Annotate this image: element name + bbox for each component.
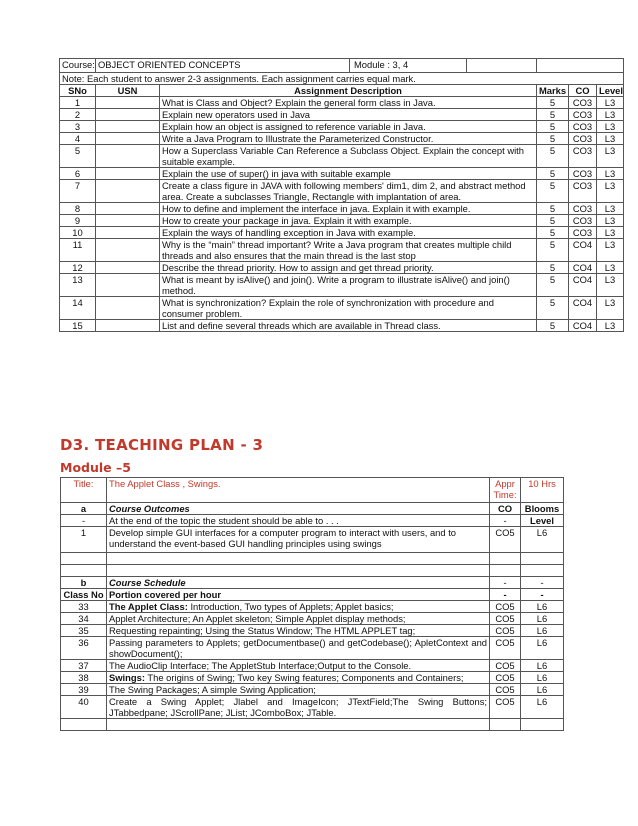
sno-cell: 12 xyxy=(60,262,96,274)
co-cell: CO5 xyxy=(490,684,521,696)
sno-cell: 9 xyxy=(60,215,96,227)
header-marks: Marks xyxy=(537,85,569,97)
level-cell: L3 xyxy=(597,133,624,145)
co-cell: CO5 xyxy=(490,637,521,660)
level-cell: L3 xyxy=(597,168,624,180)
outcome-num: 1 xyxy=(61,527,107,553)
co-cell: CO5 xyxy=(490,672,521,684)
co-cell: CO3 xyxy=(569,133,597,145)
co-cell: CO3 xyxy=(569,203,597,215)
title-row xyxy=(61,478,564,503)
portion-lead: Swings: xyxy=(109,672,145,683)
schedule-row xyxy=(61,660,564,672)
table-row xyxy=(60,262,624,274)
portion-cell xyxy=(107,672,490,684)
description-cell: How to define and implement the interface in java. Explain it with example. xyxy=(160,203,537,215)
description-cell: Why is the “main” thread important? Write a Java program that creates multiple child threads and also ensures that the main thread is the last stop xyxy=(160,239,537,262)
table-row xyxy=(60,109,624,121)
schedule-row xyxy=(61,625,564,637)
intro-co: - xyxy=(490,515,521,527)
portion-text: Applet Architecture; An Applet skeleton; Simple Applet display methods; xyxy=(109,613,406,624)
table-row xyxy=(60,145,624,168)
marks-cell: 5 xyxy=(537,215,569,227)
marks-cell: 5 xyxy=(537,145,569,168)
level-cell: L3 xyxy=(597,109,624,121)
portion-text: Introduction, Two types of Applets; Applet basics; xyxy=(187,601,394,612)
outcomes-label: Course Outcomes xyxy=(107,503,490,515)
table-row xyxy=(60,320,624,332)
description-cell: Explain the ways of handling exception in Java with example. xyxy=(160,227,537,239)
portion-header: Portion covered per hour xyxy=(107,589,490,601)
usn-cell xyxy=(96,97,160,109)
schedule-row xyxy=(61,601,564,613)
title-value: The Applet Class , Swings. xyxy=(107,478,490,503)
usn-cell xyxy=(96,297,160,320)
schedule-dash: - xyxy=(521,589,564,601)
level-cell: L3 xyxy=(597,97,624,109)
portion-text: Passing parameters to Applets; getDocumentbase() and getCodebase(); ApletContext and showDocument(); xyxy=(109,637,487,659)
sno-cell: 10 xyxy=(60,227,96,239)
outcome-row xyxy=(61,527,564,553)
table-row xyxy=(60,215,624,227)
co-cell: CO3 xyxy=(569,227,597,239)
level-cell: L6 xyxy=(521,696,564,719)
course-row xyxy=(60,59,624,73)
portion-cell xyxy=(107,660,490,672)
table-row xyxy=(60,121,624,133)
module-label: Module : 3, 4 xyxy=(350,59,467,72)
marks-cell: 5 xyxy=(537,97,569,109)
usn-cell xyxy=(96,203,160,215)
course-name: OBJECT ORIENTED CONCEPTS xyxy=(96,59,350,72)
usn-cell xyxy=(96,121,160,133)
portion-text: The Swing Packages; A simple Swing Application; xyxy=(109,684,316,695)
sno-cell: 11 xyxy=(60,239,96,262)
sno-cell: 13 xyxy=(60,274,96,297)
co-cell: CO5 xyxy=(490,625,521,637)
description-cell: Write a Java Program to Illustrate the Parameterized Constructor. xyxy=(160,133,537,145)
co-cell: CO3 xyxy=(569,180,597,203)
usn-cell xyxy=(96,133,160,145)
class-no-header: Class No xyxy=(61,589,107,601)
co-cell: CO4 xyxy=(569,320,597,332)
level-cell: L6 xyxy=(521,672,564,684)
schedule-label: Course Schedule xyxy=(107,577,490,589)
sno-cell: 4 xyxy=(60,133,96,145)
usn-cell xyxy=(96,239,160,262)
outcomes-header-row xyxy=(61,503,564,515)
description-cell: What is meant by isAlive() and join(). Write a program to illustrate isAlive() and join() method. xyxy=(160,274,537,297)
outcomes-intro-row xyxy=(61,515,564,527)
table-row xyxy=(60,274,624,297)
assignment-table xyxy=(59,58,624,332)
co-cell: CO4 xyxy=(569,262,597,274)
level-cell: L6 xyxy=(521,637,564,660)
portion-lead: The Applet Class: xyxy=(109,601,188,612)
table-row xyxy=(60,297,624,320)
marks-cell: 5 xyxy=(537,274,569,297)
level-cell: L6 xyxy=(521,601,564,613)
co-cell: CO3 xyxy=(569,97,597,109)
co-cell: CO5 xyxy=(490,601,521,613)
marks-cell: 5 xyxy=(537,109,569,121)
level-cell: L3 xyxy=(597,145,624,168)
hours-value: 10 Hrs xyxy=(521,478,564,503)
class-no-cell: 35 xyxy=(61,625,107,637)
header-sno: SNo xyxy=(60,85,96,97)
description-cell: How to create your package in java. Explain it with example. xyxy=(160,215,537,227)
co-header: CO xyxy=(490,503,521,515)
class-no-cell: 33 xyxy=(61,601,107,613)
outcome-text: Develop simple GUI interfaces for a computer program to interact with users, and to understand the event-based GUI handling principles using swings xyxy=(107,527,490,553)
sno-cell: 7 xyxy=(60,180,96,203)
description-cell: What is Class and Object? Explain the general form class in Java. xyxy=(160,97,537,109)
portion-cell xyxy=(107,601,490,613)
co-cell: CO4 xyxy=(569,274,597,297)
description-cell: Create a class figure in JAVA with following members' dim1, dim 2, and abstract method area. Create a subclasses Triangle, Rectangle with implantation of area. xyxy=(160,180,537,203)
schedule-row xyxy=(61,637,564,660)
co-cell: CO3 xyxy=(569,215,597,227)
portion-cell xyxy=(107,684,490,696)
usn-cell xyxy=(96,320,160,332)
portion-cell xyxy=(107,613,490,625)
level-cell: L3 xyxy=(597,262,624,274)
level-cell: L3 xyxy=(597,121,624,133)
co-cell: CO4 xyxy=(569,239,597,262)
level-cell: L3 xyxy=(597,227,624,239)
class-no-cell: 36 xyxy=(61,637,107,660)
table-row xyxy=(60,180,624,203)
portion-cell xyxy=(107,625,490,637)
description-cell: List and define several threads which are available in Thread class. xyxy=(160,320,537,332)
marks-cell: 5 xyxy=(537,203,569,215)
class-no-cell: 34 xyxy=(61,613,107,625)
level-cell: L3 xyxy=(597,203,624,215)
sno-cell: 15 xyxy=(60,320,96,332)
table-row xyxy=(60,168,624,180)
outcomes-letter: a xyxy=(61,503,107,515)
schedule-dash: - xyxy=(521,577,564,589)
sno-cell: 8 xyxy=(60,203,96,215)
marks-cell: 5 xyxy=(537,168,569,180)
class-no-cell: 40 xyxy=(61,696,107,719)
schedule-header-row xyxy=(61,577,564,589)
sno-cell: 6 xyxy=(60,168,96,180)
description-cell: Explain how an object is assigned to reference variable in Java. xyxy=(160,121,537,133)
intro-dash: - xyxy=(61,515,107,527)
outcomes-intro: At the end of the topic the student should be able to . . . xyxy=(107,515,490,527)
description-cell: How a Superclass Variable Can Reference a Subclass Object. Explain the concept with suitable example. xyxy=(160,145,537,168)
co-cell: CO5 xyxy=(490,613,521,625)
schedule-letter: b xyxy=(61,577,107,589)
header-co: CO xyxy=(569,85,597,97)
blank-row xyxy=(61,565,564,577)
description-cell: What is synchronization? Explain the role of synchronization with procedure and consumer problem. xyxy=(160,297,537,320)
level-cell: L6 xyxy=(521,613,564,625)
usn-cell xyxy=(96,227,160,239)
portion-cell xyxy=(107,696,490,719)
sno-cell: 1 xyxy=(60,97,96,109)
sno-cell: 5 xyxy=(60,145,96,168)
portion-text: Requesting repainting; Using the Status Window; The HTML APPLET tag; xyxy=(109,625,416,636)
level-cell: L3 xyxy=(597,274,624,297)
portion-text: The origins of Swing; Two key Swing features; Components and Containers; xyxy=(144,672,464,683)
usn-cell xyxy=(96,109,160,121)
marks-cell: 5 xyxy=(537,262,569,274)
level-cell: L6 xyxy=(521,660,564,672)
level-cell: L3 xyxy=(597,239,624,262)
portion-text: The AudioClip Interface; The AppletStub Interface;Output to the Console. xyxy=(109,660,412,671)
schedule-row xyxy=(61,613,564,625)
sno-cell: 2 xyxy=(60,109,96,121)
table-row xyxy=(60,239,624,262)
co-cell: CO5 xyxy=(490,696,521,719)
schedule-row xyxy=(61,684,564,696)
marks-cell: 5 xyxy=(537,239,569,262)
note: Note: Each student to answer 2-3 assignments. Each assignment carries equal mark. xyxy=(60,73,624,85)
header-usn: USN xyxy=(96,85,160,97)
table-row xyxy=(60,227,624,239)
description-cell: Explain the use of super() in java with suitable example xyxy=(160,168,537,180)
section-title: D3. TEACHING PLAN - 3 xyxy=(60,436,264,454)
description-cell: Explain new operators used in Java xyxy=(160,109,537,121)
co-cell: CO3 xyxy=(569,145,597,168)
teaching-plan-table xyxy=(60,477,564,731)
schedule-row xyxy=(61,672,564,684)
co-cell: CO4 xyxy=(569,297,597,320)
co-cell: CO3 xyxy=(569,109,597,121)
table-row xyxy=(60,203,624,215)
header-description: Assignment Description xyxy=(160,85,537,97)
marks-cell: 5 xyxy=(537,180,569,203)
usn-cell xyxy=(96,180,160,203)
module-title: Module –5 xyxy=(60,460,131,475)
schedule-row xyxy=(61,696,564,719)
blooms-header: Blooms xyxy=(521,503,564,515)
outcome-level: L6 xyxy=(521,527,564,553)
marks-cell: 5 xyxy=(537,320,569,332)
intro-level: Level xyxy=(521,515,564,527)
schedule-dash: - xyxy=(490,589,521,601)
header-row xyxy=(60,85,624,97)
marks-cell: 5 xyxy=(537,297,569,320)
marks-cell: 5 xyxy=(537,121,569,133)
usn-cell xyxy=(96,215,160,227)
sno-cell: 3 xyxy=(60,121,96,133)
course-label: Course: xyxy=(60,59,96,73)
level-cell: L3 xyxy=(597,297,624,320)
class-no-cell: 38 xyxy=(61,672,107,684)
header-level: Level xyxy=(597,85,624,97)
outcome-co: CO5 xyxy=(490,527,521,553)
class-no-cell: 39 xyxy=(61,684,107,696)
level-cell: L6 xyxy=(521,625,564,637)
co-cell: CO5 xyxy=(490,660,521,672)
description-cell: Describe the thread priority. How to assign and get thread priority. xyxy=(160,262,537,274)
blank-row xyxy=(61,553,564,565)
schedule-columns-row xyxy=(61,589,564,601)
marks-cell: 5 xyxy=(537,133,569,145)
co-cell: CO3 xyxy=(569,168,597,180)
usn-cell xyxy=(96,274,160,297)
usn-cell xyxy=(96,145,160,168)
sno-cell: 14 xyxy=(60,297,96,320)
usn-cell xyxy=(96,168,160,180)
schedule-dash: - xyxy=(490,577,521,589)
level-cell: L6 xyxy=(521,684,564,696)
title-label: Title: xyxy=(61,478,107,503)
usn-cell xyxy=(96,262,160,274)
appr-time-label: Appr Time: xyxy=(490,478,521,503)
marks-cell: 5 xyxy=(537,227,569,239)
blank-row xyxy=(61,719,564,731)
level-cell: L3 xyxy=(597,320,624,332)
class-no-cell: 37 xyxy=(61,660,107,672)
co-cell: CO3 xyxy=(569,121,597,133)
table-row xyxy=(60,97,624,109)
level-cell: L3 xyxy=(597,180,624,203)
course-name-cell xyxy=(96,59,537,73)
level-cell: L3 xyxy=(597,215,624,227)
portion-cell xyxy=(107,637,490,660)
table-row xyxy=(60,133,624,145)
portion-text: Create a Swing Applet; Jlabel and ImageIcon; JTextField;The Swing Buttons; JTabbedpane; JScrollPane; JList; JComboBox; JTable. xyxy=(109,696,487,718)
